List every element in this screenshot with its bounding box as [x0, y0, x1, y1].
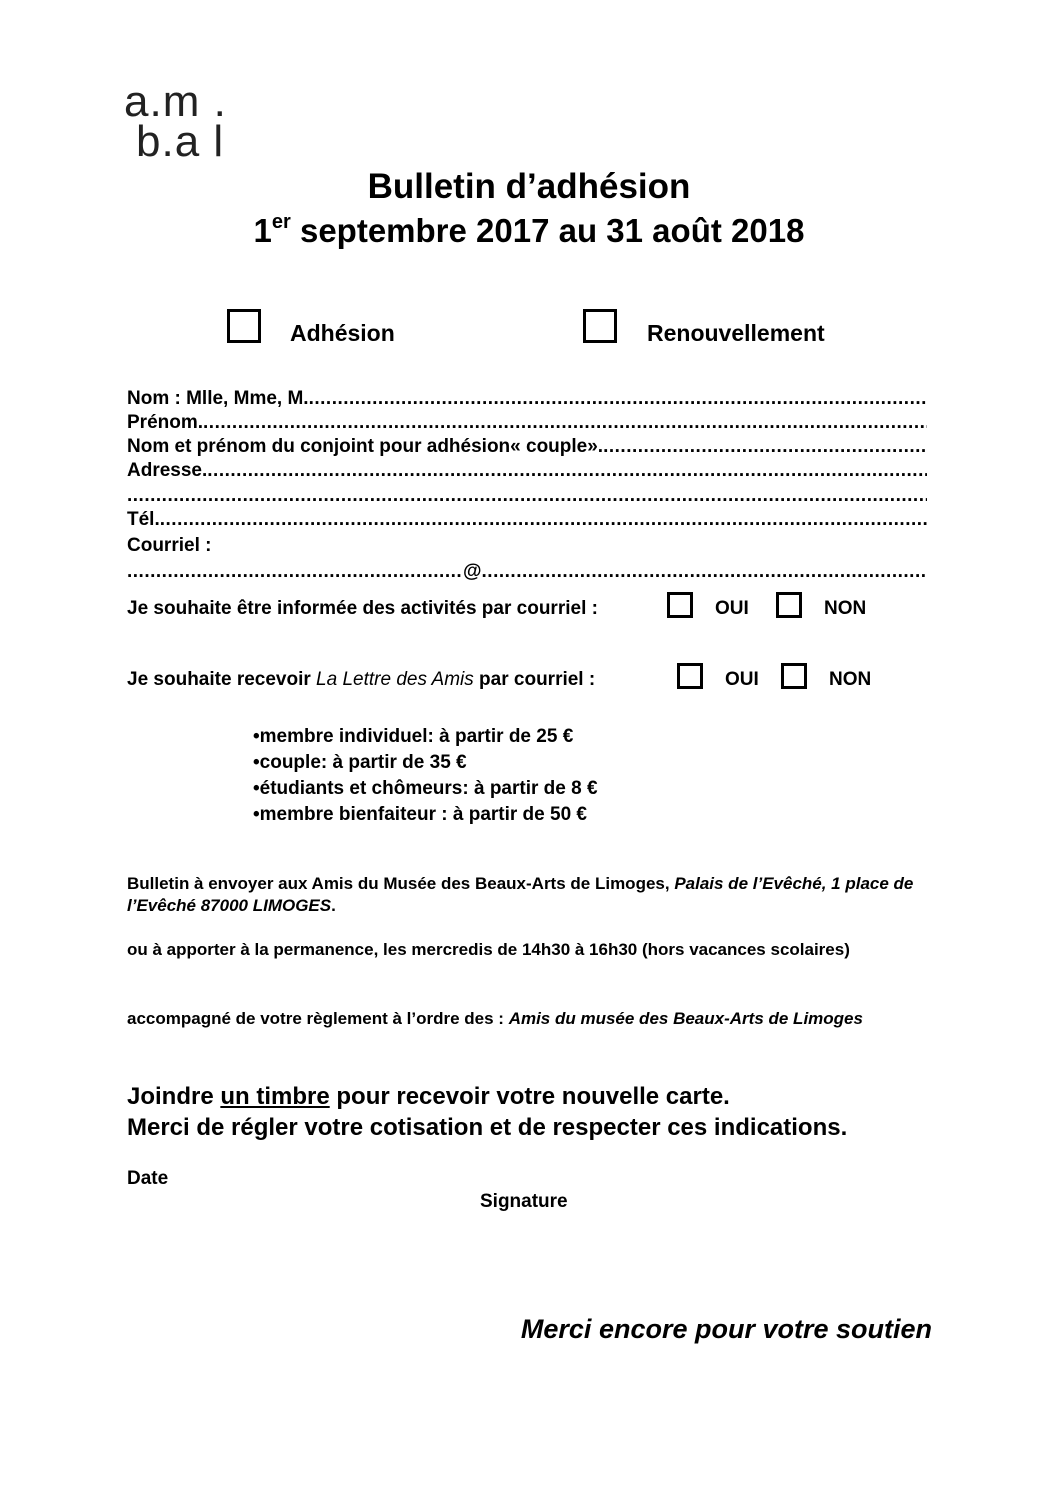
instruction-payment-text: accompagné de votre règlement à l’ordre des : — [127, 1009, 509, 1028]
tariff-item: • membre bienfaiteur : à partir de 50 € — [253, 802, 598, 828]
nom-dots — [309, 387, 927, 411]
logo-line-2: b.a l — [136, 117, 225, 166]
renouvellement-checkbox[interactable] — [583, 309, 617, 343]
instruction-send-end: . — [331, 896, 336, 915]
instruction-send-text: Bulletin à envoyer aux Amis du Musée des Beaux-Arts de Limoges, — [127, 874, 675, 893]
tariff-item: • membre individuel: à partir de 25 € — [253, 724, 598, 750]
adresse-line-2-dots — [127, 484, 927, 508]
activites-non-label: NON — [824, 598, 867, 619]
instruction-payment-payee: Amis du musée des Beaux-Arts de Limoges — [508, 1009, 863, 1028]
period-day: 1 — [253, 212, 272, 249]
courriel-label: Courriel : — [127, 535, 212, 556]
courriel-dots-left — [127, 560, 463, 584]
tel-field[interactable] — [127, 508, 927, 532]
lettre-non-label: NON — [829, 669, 872, 690]
adresse-line-2[interactable] — [127, 484, 927, 508]
date-label: Date — [127, 1168, 169, 1189]
question-activites: Je souhaite être informée des activités par courriel : — [127, 598, 598, 619]
courriel-field[interactable] — [127, 560, 927, 584]
renouvellement-label: Renouvellement — [647, 320, 825, 346]
nom-label: Nom : Mlle, Mme, M. — [127, 388, 309, 409]
adhesion-checkbox[interactable] — [227, 309, 261, 343]
prenom-label: Prénom. — [127, 412, 204, 433]
tariff-item: • couple: à partir de 35 € — [253, 750, 598, 776]
tariff-list — [253, 724, 598, 828]
at-sign: @ — [463, 561, 482, 582]
logo-line-1: a.m . — [124, 77, 227, 126]
period-rest: septembre 2017 au 31 août 2018 — [290, 212, 805, 249]
form-title: Bulletin d’adhésion — [367, 167, 691, 206]
tel-label: Tél. — [127, 509, 160, 530]
prenom-field[interactable] — [127, 411, 927, 435]
question-lettre — [127, 669, 595, 691]
ambal-logo — [124, 77, 234, 170]
period-ordinal: er — [271, 211, 291, 233]
adresse-label: Adresse. — [127, 460, 208, 481]
conjoint-dots — [603, 435, 927, 459]
adresse-dots — [207, 459, 927, 483]
notice-stamp-start: Joindre — [127, 1083, 221, 1110]
notice-stamp — [127, 1082, 730, 1112]
courriel-label-row — [127, 534, 927, 558]
nom-field[interactable] — [127, 387, 927, 411]
lettre-oui-label: OUI — [725, 669, 759, 690]
conjoint-field[interactable] — [127, 435, 927, 459]
notice-payment: Merci de régler votre cotisation et de respecter ces indications. — [127, 1114, 848, 1141]
activites-non-checkbox[interactable] — [776, 592, 802, 618]
notice-stamp-end: pour recevoir votre nouvelle carte. — [329, 1083, 730, 1110]
notice-stamp-underlined: un timbre — [220, 1083, 330, 1110]
courriel-dots-right — [482, 560, 927, 584]
instruction-permanence: ou à apporter à la permanence, les mercredis de 14h30 à 16h30 (hors vacances scolaires) — [127, 940, 850, 959]
adhesion-label: Adhésion — [290, 320, 395, 346]
instruction-send — [127, 873, 947, 917]
prenom-dots — [203, 411, 927, 435]
instruction-payment — [127, 1008, 917, 1030]
closing-thanks: Merci encore pour votre soutien — [520, 1314, 932, 1344]
instruction-send-address: Palais de l’Evêché, 1 place de l’Evêché 87000 LIMOGES — [127, 874, 914, 915]
question-lettre-start: Je souhaite recevoir — [127, 669, 317, 690]
tariff-item: • étudiants et chômeurs: à partir de 8 € — [253, 776, 598, 802]
lettre-des-amis-title: La Lettre des Amis — [316, 669, 474, 690]
conjoint-label: Nom et prénom du conjoint pour adhésion« couple». — [127, 436, 604, 457]
lettre-oui-checkbox[interactable] — [677, 663, 703, 689]
signature-label: Signature — [480, 1191, 568, 1212]
lettre-non-checkbox[interactable] — [781, 663, 807, 689]
activites-oui-label: OUI — [715, 598, 749, 619]
activites-oui-checkbox[interactable] — [667, 592, 693, 618]
adresse-field[interactable] — [127, 459, 927, 483]
form-period — [0, 212, 1058, 250]
question-lettre-end: par courriel : — [473, 669, 596, 690]
tel-dots — [160, 508, 927, 532]
